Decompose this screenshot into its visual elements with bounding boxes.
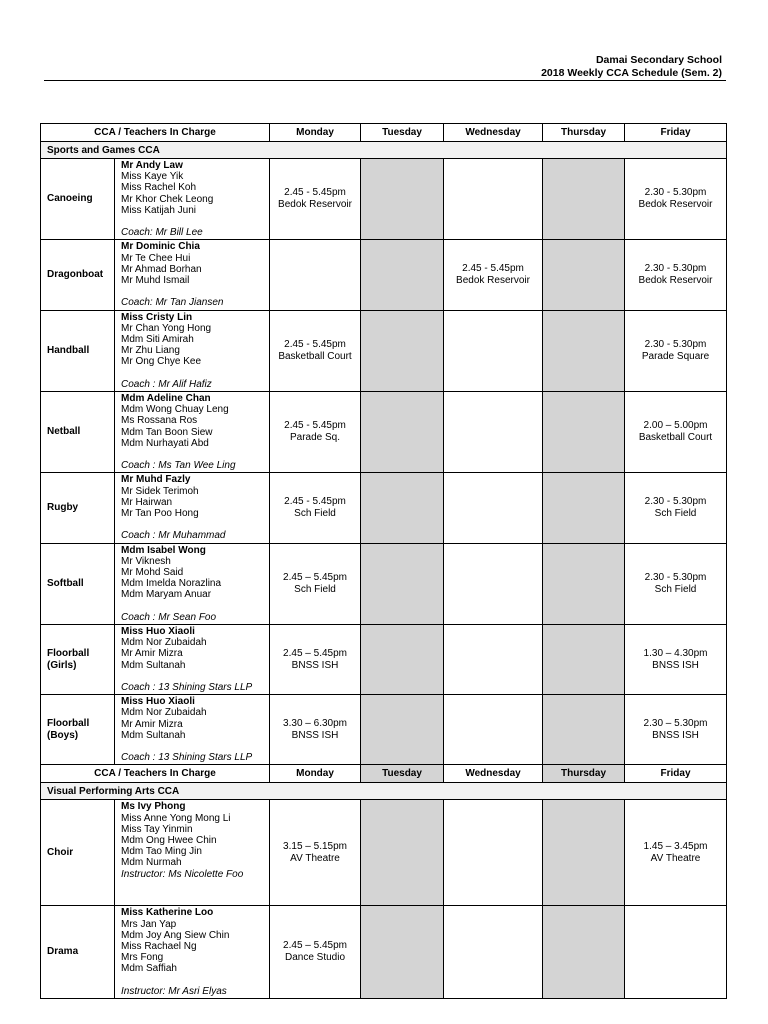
teacher-name: Mr Viknesh [121, 555, 171, 567]
schedule-row [41, 240, 727, 310]
day-slot-tuesday [361, 159, 444, 240]
teachers-in-charge [115, 625, 270, 695]
lead-teacher: Mr Andy Law [121, 160, 183, 171]
spacer [121, 449, 269, 460]
day-slot-monday: 2.45 - 5.45pm Bedok Reservoir [270, 159, 361, 240]
teacher-name: Mr Te Chee Hui [121, 252, 191, 264]
day-slot-tuesday [361, 625, 444, 695]
teacher-name: Mr Mohd Said [121, 567, 184, 579]
day-slot-wednesday [444, 906, 543, 999]
section-title: Sports and Games CCA [41, 142, 727, 159]
lead-teacher: Miss Cristy Lin [121, 311, 193, 323]
cca-name: Softball [41, 543, 115, 624]
teacher-name: Mdm Joy Ang Siew Chin [121, 929, 230, 941]
teachers-in-charge [115, 906, 270, 999]
teacher-name: Mdm Nurmah [121, 857, 182, 869]
day-slot-wednesday [444, 310, 543, 391]
day-slot-tuesday [361, 310, 444, 391]
section-row [41, 142, 727, 159]
header-divider [44, 80, 726, 81]
teachers-in-charge [115, 240, 270, 310]
spacer [121, 216, 269, 227]
day-slot-monday: 2.45 - 5.45pm Sch Field [270, 473, 361, 543]
schedule-row [41, 310, 727, 391]
column-header-row [41, 124, 727, 142]
day-slot-monday: 2.45 – 5.45pm Dance Studio [270, 906, 361, 999]
document-header [541, 54, 722, 80]
teachers-in-charge [115, 310, 270, 391]
teacher-name: Mr Hairwan [121, 496, 173, 508]
column-header-tuesday: Tuesday [361, 124, 444, 142]
column-header-tuesday: Tuesday [361, 765, 444, 783]
day-slot-thursday [543, 695, 625, 765]
column-header-thursday: Thursday [543, 765, 625, 783]
day-slot-thursday [543, 240, 625, 310]
day-slot-thursday [543, 473, 625, 543]
teacher-name: Mdm Tao Ming Jin [121, 846, 202, 858]
schedule-row [41, 800, 727, 906]
day-slot-wednesday [444, 543, 543, 624]
spacer [121, 601, 269, 612]
day-slot-tuesday [361, 800, 444, 906]
day-slot-friday: 2.00 – 5.00pm Basketball Court [625, 392, 727, 473]
section-row [41, 783, 727, 800]
cca-name: Handball [41, 310, 115, 391]
teacher-name: Mr Chan Yong Hong [121, 322, 212, 334]
column-header-wednesday: Wednesday [444, 124, 543, 142]
day-slot-friday: 1.30 – 4.30pm BNSS ISH [625, 625, 727, 695]
day-slot-wednesday [444, 800, 543, 906]
day-slot-wednesday: 2.45 - 5.45pm Bedok Reservoir [444, 240, 543, 310]
day-slot-thursday [543, 906, 625, 999]
spacer [121, 741, 269, 752]
day-slot-thursday [543, 800, 625, 906]
teacher-name: Mr Sidek Terimoh [121, 485, 199, 497]
day-slot-tuesday [361, 543, 444, 624]
coach-name: Coach: Mr Bill Lee [121, 227, 203, 239]
day-slot-thursday [543, 625, 625, 695]
teacher-name: Mr Ong Chye Kee [121, 356, 202, 368]
teacher-name: Mdm Sultanah [121, 729, 186, 741]
cca-name: Canoeing [41, 159, 115, 240]
day-slot-friday: 2.30 - 5.30pm Bedok Reservoir [625, 159, 727, 240]
teacher-name: Mdm Tan Boon Siew [121, 426, 213, 438]
teacher-name: Mrs Jan Yap [121, 918, 177, 930]
cca-name: Floorball (Boys) [41, 695, 115, 765]
day-slot-thursday [543, 310, 625, 391]
day-slot-thursday [543, 392, 625, 473]
day-slot-friday: 2.30 - 5.30pm Bedok Reservoir [625, 240, 727, 310]
teacher-name: Ms Rossana Ros [121, 415, 198, 427]
coach-name: Coach : Mr Sean Foo [121, 611, 217, 623]
cca-name: Floorball (Girls) [41, 625, 115, 695]
day-slot-thursday [543, 159, 625, 240]
coach-name: Coach : 13 Shining Stars LLP [121, 682, 253, 694]
day-slot-friday: 1.45 – 3.45pm AV Theatre [625, 800, 727, 906]
lead-teacher: Miss Katherine Loo [121, 907, 214, 919]
column-header-friday: Friday [625, 765, 727, 783]
teachers-in-charge [115, 159, 270, 240]
day-slot-friday: 2.30 – 5.30pm BNSS ISH [625, 695, 727, 765]
cca-name: Choir [41, 800, 115, 906]
day-slot-wednesday [444, 695, 543, 765]
spacer [121, 975, 269, 986]
coach-name: Coach : Mr Alif Hafiz [121, 378, 212, 390]
schedule-row [41, 392, 727, 473]
day-slot-friday [625, 906, 727, 999]
teacher-name: Miss Katijah Juni [121, 204, 197, 216]
spacer [121, 286, 269, 297]
day-slot-monday: 3.15 – 5.15pm AV Theatre [270, 800, 361, 906]
schedule-row [41, 543, 727, 624]
teacher-name: Miss Kaye Yik [121, 171, 184, 183]
lead-teacher: Mr Muhd Fazly [121, 474, 191, 486]
coach-name: Coach : Mr Muhammad [121, 530, 226, 542]
teacher-name: Mr Zhu Liang [121, 345, 180, 357]
day-slot-wednesday [444, 625, 543, 695]
teacher-name: Mdm Sultanah [121, 659, 186, 671]
teachers-in-charge [115, 543, 270, 624]
schedule-title: 2018 Weekly CCA Schedule (Sem. 2) [541, 67, 722, 79]
teachers-in-charge [115, 800, 270, 906]
teacher-name: Mdm Ong Hwee Chin [121, 835, 217, 847]
column-header-cca: CCA / Teachers In Charge [41, 124, 270, 142]
teacher-name: Mr Khor Chek Leong [121, 193, 214, 205]
coach-name: Coach: Mr Tan Jiansen [121, 297, 224, 309]
day-slot-wednesday [444, 392, 543, 473]
column-header-thursday: Thursday [543, 124, 625, 142]
day-slot-tuesday [361, 695, 444, 765]
teacher-name: Mr Tan Poo Hong [121, 508, 199, 520]
day-slot-wednesday [444, 473, 543, 543]
teacher-name: Mdm Maryam Anuar [121, 589, 212, 601]
schedule-row [41, 695, 727, 765]
teacher-name: Mdm Imelda Norazlina [121, 578, 222, 590]
column-header-cca: CCA / Teachers In Charge [41, 765, 270, 783]
teachers-in-charge [115, 695, 270, 765]
lead-teacher: Miss Huo Xiaoli [121, 626, 195, 638]
lead-teacher: Mdm Adeline Chan [121, 393, 211, 405]
teacher-name: Miss Rachel Koh [121, 182, 197, 194]
schedule-row [41, 473, 727, 543]
spacer [121, 671, 269, 682]
teacher-name: Mdm Siti Amirah [121, 334, 194, 346]
teacher-name: Mdm Saffiah [121, 963, 177, 975]
column-header-row [41, 765, 727, 783]
teacher-name: Mr Amir Mizra [121, 718, 183, 730]
coach-name: Coach : Ms Tan Wee Ling [121, 460, 236, 472]
cca-schedule-table [40, 123, 727, 999]
day-slot-thursday [543, 543, 625, 624]
day-slot-friday: 2.30 - 5.30pm Parade Square [625, 310, 727, 391]
schedule-row [41, 159, 727, 240]
day-slot-monday: 2.45 - 5.45pm Parade Sq. [270, 392, 361, 473]
spacer [121, 519, 269, 530]
day-slot-monday: 2.45 - 5.45pm Basketball Court [270, 310, 361, 391]
day-slot-tuesday [361, 240, 444, 310]
lead-teacher: Mr Dominic Chia [121, 241, 200, 253]
teacher-name: Miss Tay Yinmin [121, 823, 193, 835]
schedule-row [41, 906, 727, 999]
day-slot-monday: 2.45 – 5.45pm BNSS ISH [270, 625, 361, 695]
coach-name: Coach : 13 Shining Stars LLP [121, 752, 253, 764]
schedule-row [41, 625, 727, 695]
teacher-name: Mdm Nor Zubaidah [121, 707, 207, 719]
teacher-name: Miss Anne Yong Mong Li [121, 812, 231, 824]
day-slot-tuesday [361, 392, 444, 473]
teacher-name: Mdm Nor Zubaidah [121, 637, 207, 649]
coach-name: Instructor: Mr Asri Elyas [121, 985, 227, 997]
day-slot-monday [270, 240, 361, 310]
section-title: Visual Performing Arts CCA [41, 783, 727, 800]
day-slot-monday: 3.30 – 6.30pm BNSS ISH [270, 695, 361, 765]
teacher-name: Mdm Wong Chuay Leng [121, 404, 229, 416]
teacher-name: Mr Muhd Ismail [121, 275, 190, 287]
day-slot-friday: 2.30 - 5.30pm Sch Field [625, 543, 727, 624]
day-slot-tuesday [361, 906, 444, 999]
day-slot-tuesday [361, 473, 444, 543]
cca-name: Dragonboat [41, 240, 115, 310]
coach-name: Instructor: Ms Nicolette Foo [121, 868, 244, 880]
column-header-monday: Monday [270, 765, 361, 783]
column-header-wednesday: Wednesday [444, 765, 543, 783]
lead-teacher: Mdm Isabel Wong [121, 544, 206, 556]
cca-name: Netball [41, 392, 115, 473]
day-slot-wednesday [444, 159, 543, 240]
cca-name: Drama [41, 906, 115, 999]
lead-teacher: Miss Huo Xiaoli [121, 696, 195, 708]
teacher-name: Miss Rachael Ng [121, 941, 197, 953]
column-header-monday: Monday [270, 124, 361, 142]
teacher-name: Mdm Nurhayati Abd [121, 437, 209, 449]
spacer [121, 368, 269, 379]
teacher-name: Mr Amir Mizra [121, 648, 183, 660]
teachers-in-charge [115, 473, 270, 543]
school-name: Damai Secondary School [595, 54, 722, 66]
cca-name: Rugby [41, 473, 115, 543]
lead-teacher: Ms Ivy Phong [121, 801, 186, 813]
teacher-name: Mrs Fong [121, 952, 164, 964]
day-slot-friday: 2.30 - 5.30pm Sch Field [625, 473, 727, 543]
day-slot-monday: 2.45 – 5.45pm Sch Field [270, 543, 361, 624]
teacher-name: Mr Ahmad Borhan [121, 263, 202, 275]
teachers-in-charge [115, 392, 270, 473]
column-header-friday: Friday [625, 124, 727, 142]
